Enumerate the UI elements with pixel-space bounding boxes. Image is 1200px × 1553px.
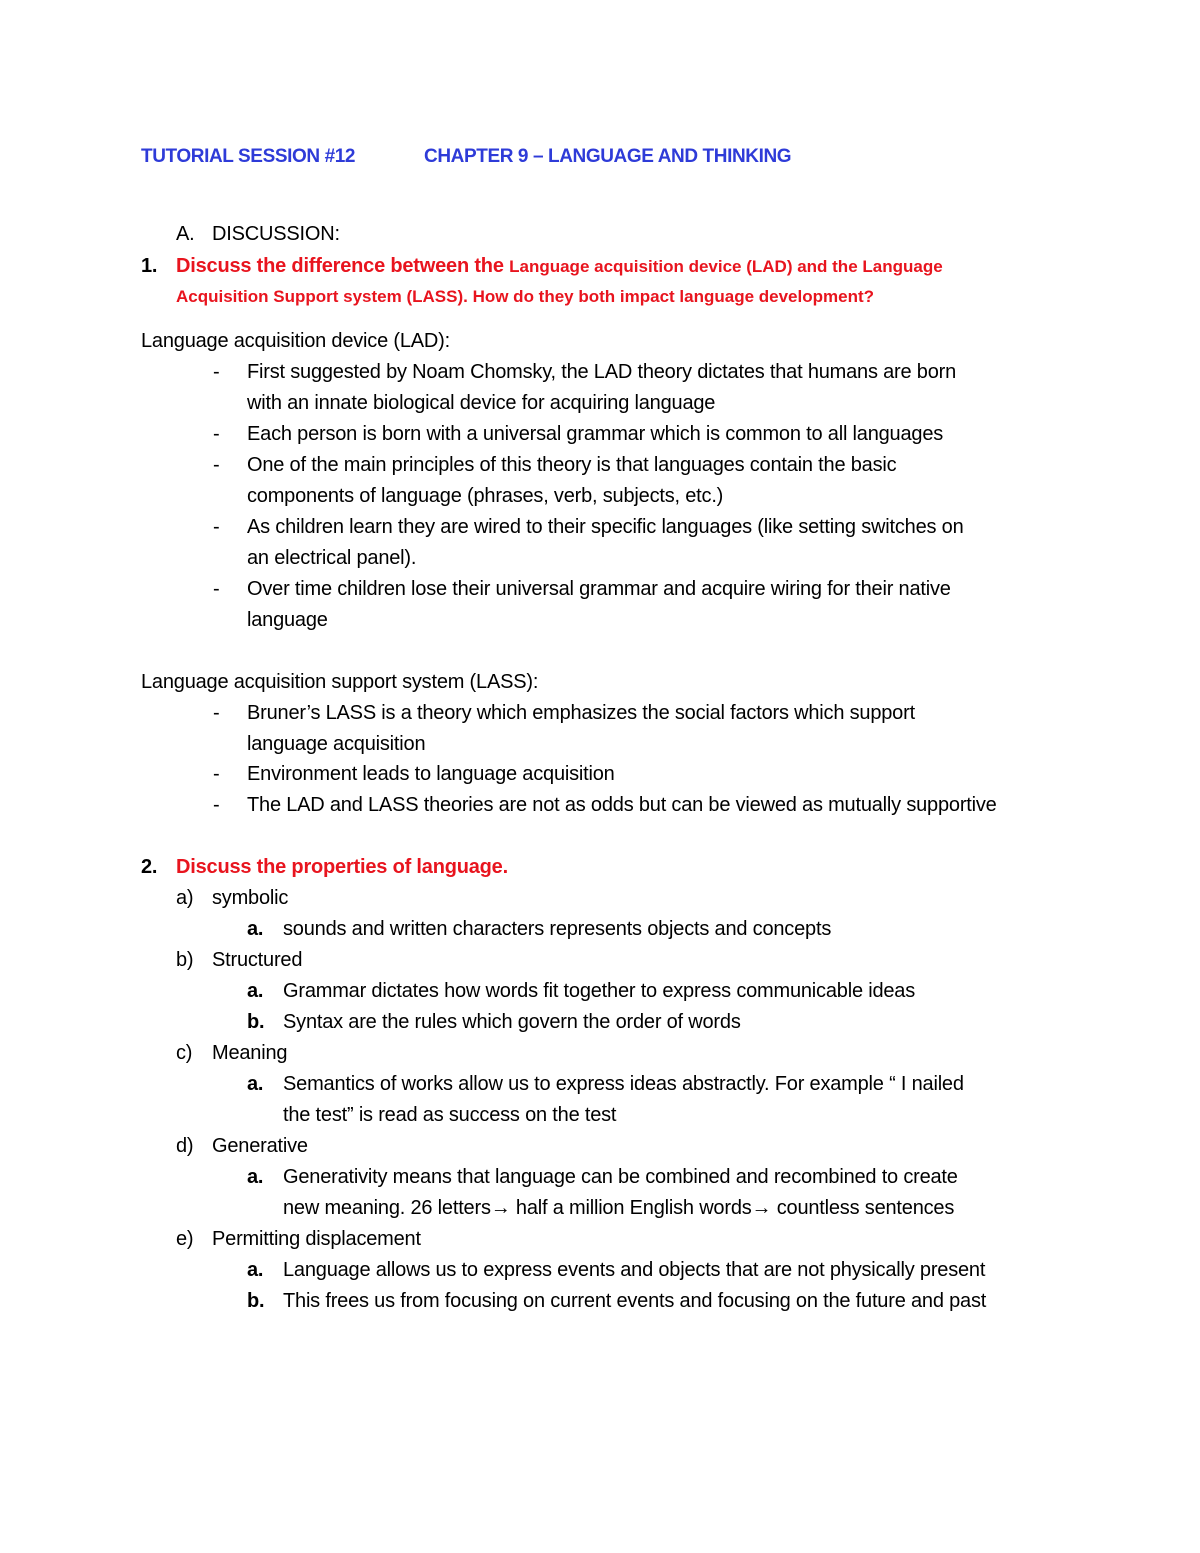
property-c-marker: c) [176, 1042, 193, 1064]
lass-item-2-line-1: Environment leads to language acquisition [247, 763, 615, 785]
property-a-marker: a) [176, 887, 194, 909]
lad-heading: Language acquisition device (LAD): [141, 330, 450, 352]
property-e-sub-a-text: Language allows us to express events and objects that are not physically present [283, 1259, 986, 1281]
property-b-sub-a-marker: a. [247, 980, 264, 1002]
q1-number: 1. [141, 255, 158, 277]
session-title: TUTORIAL SESSION #12 [141, 146, 356, 167]
lad-item-1-line-2: with an innate biological device for acquiring language [247, 392, 716, 414]
property-d-label: Generative [212, 1135, 308, 1157]
q2-text: Discuss the properties of language. [176, 856, 508, 878]
lad-item-5-line-1: Over time children lose their universal grammar and acquire wiring for their native [247, 578, 951, 600]
generative-part-2: half a million English words [510, 1197, 752, 1219]
property-e-sub-a-marker: a. [247, 1259, 264, 1281]
property-c-sub-a-marker: a. [247, 1073, 264, 1095]
lad-item-3-line-1: One of the main principles of this theory is that languages contain the basic [247, 454, 897, 476]
generative-part-1: new meaning. 26 letters [283, 1197, 491, 1219]
q1-prefix: Discuss the difference between the [176, 255, 504, 277]
lad-item-1-line-1: First suggested by Noam Chomsky, the LAD theory dictates that humans are born [247, 361, 957, 383]
property-a-label: symbolic [212, 887, 289, 909]
property-c-label: Meaning [212, 1042, 288, 1064]
lad-bullet-2: - [213, 423, 220, 445]
property-d-sub-a-line-2 [283, 1195, 954, 1221]
property-a-sub-a-marker: a. [247, 918, 264, 940]
property-c-sub-a-line-1: Semantics of works allow us to express ideas abstractly. For example “ I nailed [283, 1073, 964, 1095]
arrow-right-icon-2: → [751, 1197, 772, 1219]
lass-item-1-line-2: language acquisition [247, 733, 426, 755]
property-d-marker: d) [176, 1135, 194, 1157]
property-b-sub-b-text: Syntax are the rules which govern the order of words [283, 1011, 741, 1033]
lad-item-2-line-1: Each person is born with a universal grammar which is common to all languages [247, 423, 944, 445]
lad-bullet-5: - [213, 578, 220, 600]
lass-bullet-1: - [213, 702, 220, 724]
property-b-sub-b-marker: b. [247, 1011, 265, 1033]
lass-item-3-line-1: The LAD and LASS theories are not as odds but can be viewed as mutually supportive [247, 794, 997, 816]
property-b-sub-a-text: Grammar dictates how words fit together to express communicable ideas [283, 980, 916, 1002]
q2-number: 2. [141, 856, 158, 878]
lad-item-4-line-2: an electrical panel). [247, 547, 417, 569]
property-e-label: Permitting displacement [212, 1228, 421, 1250]
q1-line1-rest: Language acquisition device (LAD) and the Language [509, 257, 943, 276]
property-e-sub-b-text: This frees us from focusing on current events and focusing on the future and past [283, 1290, 987, 1312]
property-e-marker: e) [176, 1228, 194, 1250]
lad-item-3-line-2: components of language (phrases, verb, subjects, etc.) [247, 485, 724, 507]
property-d-sub-a-line-1: Generativity means that language can be combined and recombined to create [283, 1166, 958, 1188]
lass-bullet-3: - [213, 794, 220, 816]
lad-item-5-line-2: language [247, 609, 328, 631]
generative-part-3: countless sentences [771, 1197, 955, 1219]
property-b-label: Structured [212, 949, 303, 971]
property-b-marker: b) [176, 949, 194, 971]
lass-bullet-2: - [213, 763, 220, 785]
chapter-title: CHAPTER 9 – LANGUAGE AND THINKING [424, 146, 792, 167]
property-e-sub-b-marker: b. [247, 1290, 265, 1312]
lad-item-4-line-1: As children learn they are wired to their specific languages (like setting switches on [247, 516, 964, 538]
property-c-sub-a-line-2: the test” is read as success on the test [283, 1104, 617, 1126]
property-a-sub-a-text: sounds and written characters represents objects and concepts [283, 918, 832, 940]
lad-bullet-3: - [213, 454, 220, 476]
q1-line2: Acquisition Support system (LASS). How do they both impact language development? [176, 287, 874, 306]
section-a-marker: A. [176, 223, 195, 245]
lass-item-1-line-1: Bruner’s LASS is a theory which emphasizes the social factors which support [247, 702, 915, 724]
arrow-right-icon-1: → [490, 1197, 511, 1219]
lass-heading: Language acquisition support system (LASS): [141, 671, 539, 693]
q1-line1 [176, 253, 943, 280]
lad-bullet-1: - [213, 361, 220, 383]
lad-bullet-4: - [213, 516, 220, 538]
property-d-sub-a-marker: a. [247, 1166, 264, 1188]
section-a-title: DISCUSSION: [212, 223, 340, 245]
